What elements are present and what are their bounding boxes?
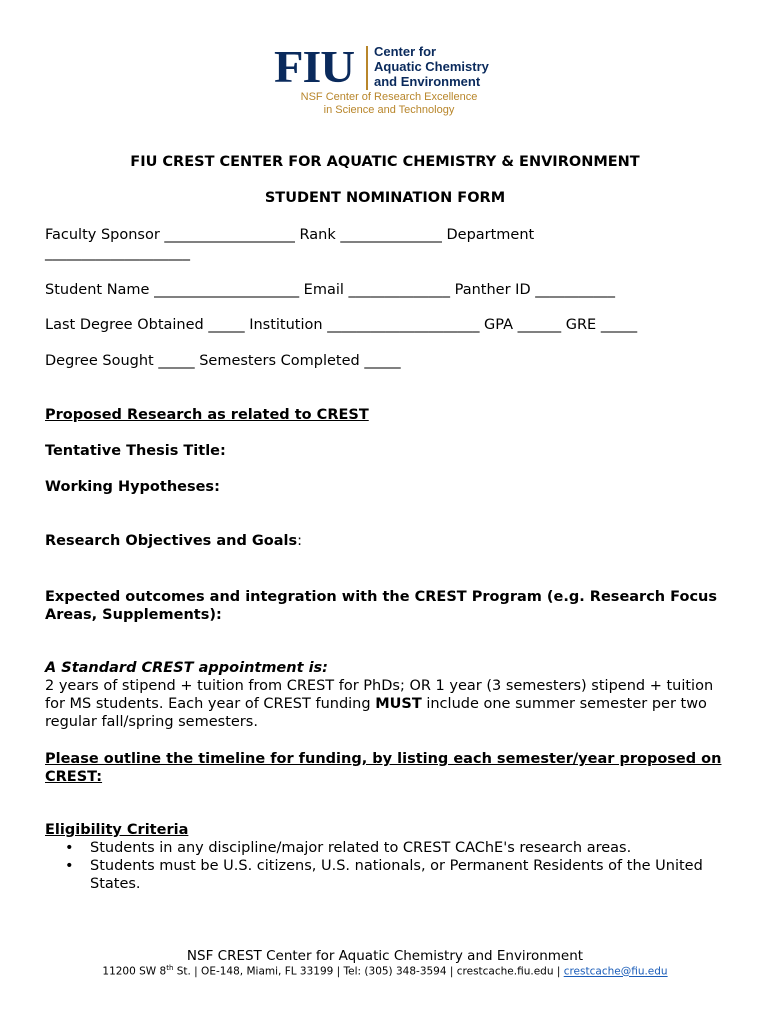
- footer-email-link[interactable]: crestcache@fiu.edu: [563, 965, 668, 978]
- proposed-research-heading: Proposed Research as related to CREST: [45, 407, 369, 423]
- degree-info-row[interactable]: Last Degree Obtained _____ Institution _____________________ GPA ______ GRE _____: [45, 317, 638, 333]
- eligibility-heading: Eligibility Criteria: [45, 822, 189, 838]
- standard-must: MUST: [375, 696, 422, 712]
- faculty-sponsor-row[interactable]: Faculty Sponsor __________________ Rank ______________ Department: [45, 227, 535, 243]
- student-info-row[interactable]: Student Name ____________________ Email ______________ Panther ID ___________: [45, 282, 615, 298]
- standard-appointment-block: [45, 659, 735, 731]
- footer-address-start: 11200 SW 8: [102, 965, 167, 978]
- logo-line-1: Center for: [374, 44, 437, 59]
- objectives-label: [45, 533, 302, 549]
- funding-timeline-heading: Please outline the timeline for funding, by listing each semester/year proposed on CREST:: [45, 751, 722, 785]
- logo-divider: [366, 46, 368, 90]
- objectives-colon: :: [297, 533, 303, 549]
- fiu-crest-logo: [274, 41, 504, 120]
- objectives-label-text: Research Objectives and Goals: [45, 533, 298, 549]
- degree-sought-row[interactable]: Degree Sought _____ Semesters Completed _____: [45, 353, 401, 369]
- logo-line-2: Aquatic Chemistry: [374, 59, 489, 74]
- footer-address-rest: St. | OE-148, Miami, FL 33199 | Tel: (305) 348-3594 | crestcache.fiu.edu |: [173, 965, 564, 978]
- logo-center-name: [374, 44, 489, 89]
- hypotheses-label: Working Hypotheses:: [45, 479, 220, 495]
- standard-text-part-b: include one summer semester per two regular fall/spring semesters.: [45, 696, 707, 730]
- logo-line-3: and Environment: [374, 74, 481, 89]
- form-title: FIU CREST CENTER FOR AQUATIC CHEMISTRY & ENVIRONMENT: [130, 154, 640, 170]
- department-blank[interactable]: ____________________: [45, 245, 190, 261]
- footer-address-sup: th: [166, 964, 174, 972]
- logo-nsf-line-1: NSF Center of Research Excellence: [300, 91, 478, 103]
- footer-center-name: NSF CREST Center for Aquatic Chemistry and Environment: [186, 948, 584, 964]
- eligibility-list: [45, 839, 725, 893]
- standard-text-part-a: 2 years of stipend + tuition from CREST for PhDs; OR 1 year (3 semesters) stipend + tuition for MS students. Each year of CREST funding: [45, 678, 714, 712]
- logo-nsf-tagline: [274, 91, 504, 117]
- expected-outcomes-label: Expected outcomes and integration with the CREST Program (e.g. Research Focus Areas, Supplements):: [45, 589, 718, 623]
- thesis-title-label: Tentative Thesis Title:: [45, 443, 226, 459]
- logo-nsf-line-2: in Science and Technology: [323, 104, 455, 116]
- eligibility-item: • Students must be U.S. citizens, U.S. nationals, or Permanent Residents of the United States.: [45, 857, 725, 893]
- standard-appointment-text: [45, 677, 735, 731]
- eligibility-item: • Students in any discipline/major related to CREST CAChE's research areas.: [45, 839, 725, 857]
- footer-contact: [0, 964, 770, 978]
- standard-appointment-heading: A Standard CREST appointment is:: [45, 660, 328, 676]
- fiu-wordmark: FIU: [274, 41, 355, 92]
- form-subtitle: STUDENT NOMINATION FORM: [264, 190, 506, 206]
